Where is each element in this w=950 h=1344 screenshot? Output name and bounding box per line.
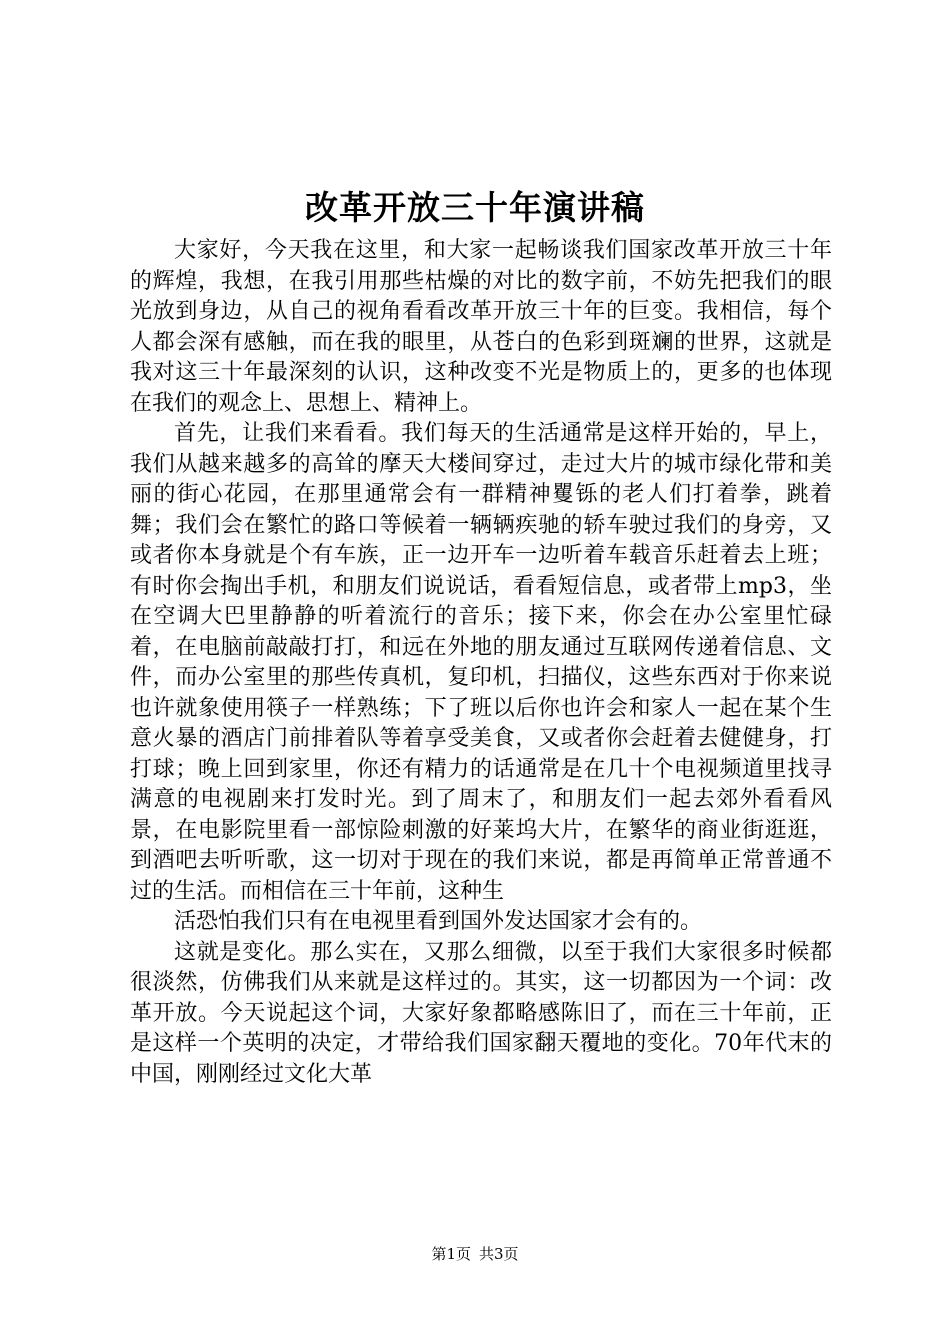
paragraph-4: 这就是变化。那么实在，又那么细微，以至于我们大家很多时候都很淡然，仿佛我们从来就是这样过的。其实，这一切都因为一个词：改革开放。今天说起这个词，大家好象都略感陈旧了，而在三十年前，正是这样一个英明的决定，才带给我们国家翻天覆地的变化。70年代末的中国，刚刚经过文化大革: [130, 939, 832, 1087]
paragraph-1: 大家好，今天我在这里，和大家一起畅谈我们国家改革开放三十年的辉煌，我想，在我引用那些枯燥的对比的数字前，不妨先把我们的眼光放到身边，从自己的视角看看改革开放三十年的巨变。我相信，每个人都会深有感触，而在我的眼里，从苍白的色彩到斑斓的世界，这就是我对这三十年最深刻的认识，这种改变不光是物质上的，更多的也体现在我们的观念上、思想上、精神上。: [130, 238, 832, 416]
page-total: 共3页: [479, 1245, 519, 1263]
page-number: 第1页: [431, 1245, 471, 1263]
page-footer: [0, 1243, 950, 1265]
paragraph-2: 首先，让我们来看看。我们每天的生活通常是这样开始的，早上，我们从越来越多的高耸的摩天大楼间穿过，走过大片的城市绿化带和美丽的街心花园，在那里通常会有一群精神矍铄的老人们打着拳，跳着舞；我们会在繁忙的路口等候着一辆辆疾驰的轿车驶过我们的身旁，又或者你本身就是个有车族，正一边开车一边听着车载音乐赶着去上班；有时你会掏出手机，和朋友们说说话，看看短信息，或者带上mp3，坐在空调大巴里静静的听着流行的音乐；接下来，你会在办公室里忙碌着，在电脑前敲敲打打，和远在外地的朋友通过互联网传递着信息、文件，而办公室里的那些传真机，复印机，扫描仪，这些东西对于你来说也许就象使用筷子一样熟练；下了班以后你也许会和家人一起在某个生意火暴的酒店门前排着队等着享受美食，又或者你会赶着去健健身，打打球；晚上回到家里，你还有精力的话通常是在几十个电视频道里找寻满意的电视剧来打发时光。到了周末了，和朋友们一起去郊外看看风景，在电影院里看一部惊险刺激的好莱坞大片，在繁华的商业街逛逛，到酒吧去听听歌，这一切对于现在的我们来说，都是再简单正常普通不过的生活。而相信在三十年前，这种生: [130, 421, 832, 904]
document-body: [130, 236, 832, 1090]
document-title: 改革开放三十年演讲稿: [305, 188, 645, 227]
paragraph-3: 活恐怕我们只有在电视里看到国外发达国家才会有的。: [174, 909, 703, 934]
